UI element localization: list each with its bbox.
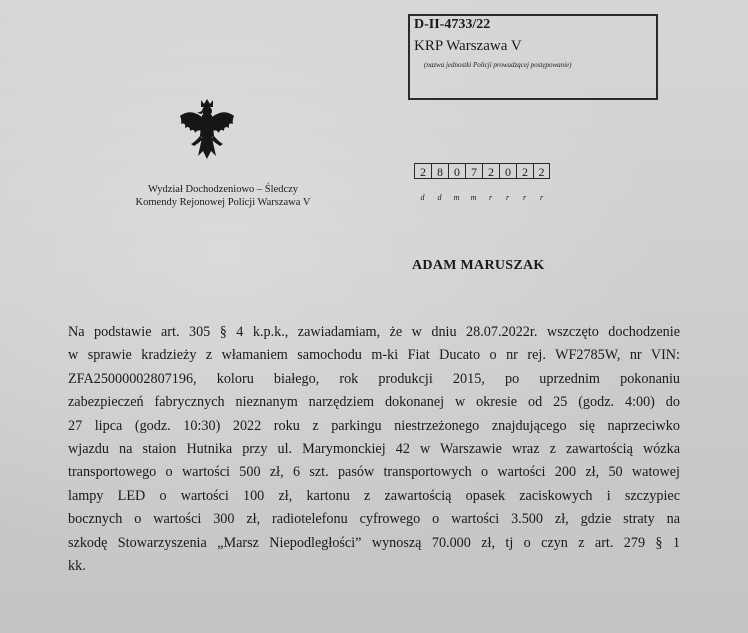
- date-format-letter: r: [488, 193, 493, 202]
- date-digit: 2: [482, 163, 499, 179]
- date-format-letter: r: [505, 193, 510, 202]
- date-format-letter: d: [437, 193, 442, 202]
- body-line: transportowego o wartości 500 zł, 6 szt. pasów transportowych o wartości 200 zł, 50 watowej: [68, 464, 680, 481]
- date-digit: 2: [516, 163, 533, 179]
- notice-body: [68, 321, 680, 578]
- department-line-1: Wydział Dochodzeniowo – Śledczy: [147, 184, 299, 195]
- date-format-letter: m: [470, 193, 477, 202]
- date-digit: 8: [431, 163, 448, 179]
- body-line: szkodę Stowarzyszenia „Marsz Niepodległości” wynoszą 70.000 zł, tj o czyn z art. 279 § 1: [68, 534, 680, 551]
- date-digit: 0: [448, 163, 465, 179]
- date-digit: 7: [465, 163, 482, 179]
- body-line: zabezpieczeń fabrycznych nieznanym narzędziem dokonanej w okresie od 25 (godz. 4:00) do: [68, 394, 680, 411]
- body-line: kk.: [68, 557, 86, 574]
- date-format-letter: m: [453, 193, 460, 202]
- case-number: D-II-4733/22: [414, 17, 491, 32]
- body-line: bocznych o wartości 300 zł, radiotelefonu cyfrowego o wartości 3.500 zł, gdzie straty na: [68, 511, 680, 528]
- date-format-letter: r: [522, 193, 527, 202]
- body-line: 27 lipca (godz. 10:30) 2022 roku z parkingu niestrzeżonego znajdującego się naprzeciwko: [68, 417, 680, 434]
- department-heading: [118, 183, 328, 209]
- body-line: ZFA25000002807196, koloru białego, rok produkcji 2015, po uprzednim pokonaniu: [68, 370, 680, 387]
- date-format-legend: [414, 193, 550, 202]
- police-unit: KRP Warszawa V: [414, 38, 522, 54]
- date-format-letter: d: [420, 193, 425, 202]
- recipient-name: ADAM MARUSZAK: [412, 258, 545, 273]
- polish-eagle-emblem-icon: [178, 98, 236, 160]
- body-line: w sprawie kradzieży z włamaniem samochodu m-ki Fiat Ducato o nr rej. WF2785W, nr VIN:: [68, 347, 680, 364]
- date-format-letter: r: [539, 193, 544, 202]
- unit-note: (nazwa jednostki Policji prowadzącej postępowanie): [424, 61, 572, 69]
- body-line: lampy LED o wartości 100 zł, kartonu z zawartością opasek zaciskowych i szczypiec: [68, 487, 680, 504]
- date-digit: 2: [414, 163, 431, 179]
- body-line: wjazdu na staion Hutnika przy ul. Marymonckiej 42 w Warszawie wraz z zawartością wózka: [68, 440, 680, 457]
- date-digit: 2: [533, 163, 550, 179]
- body-line: Na podstawie art. 305 § 4 k.p.k., zawiadamiam, że w dniu 28.07.2022r. wszczęto dochodzenie: [68, 324, 680, 340]
- date-digit: 0: [499, 163, 516, 179]
- date-boxes: [414, 163, 550, 179]
- department-line-2: Komendy Rejonowej Policji Warszawa V: [135, 197, 311, 208]
